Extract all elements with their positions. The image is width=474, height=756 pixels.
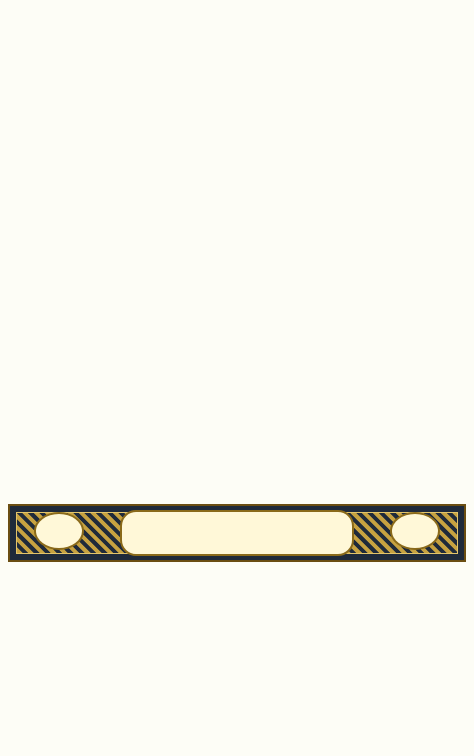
surah-order-badge: [390, 512, 440, 550]
surah-title: [120, 510, 354, 556]
surah-ayat-count-badge: [34, 512, 84, 550]
basmala: [8, 572, 466, 606]
surah-header-banner: [8, 504, 466, 562]
